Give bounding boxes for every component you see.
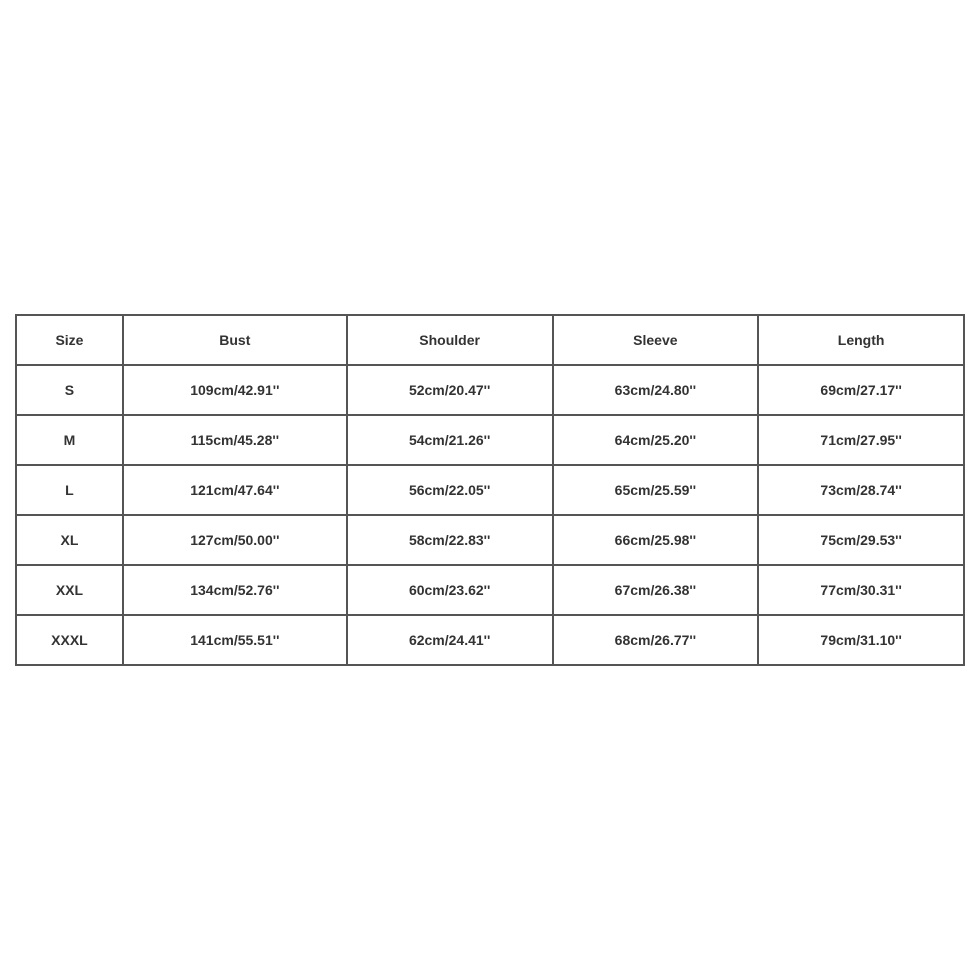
shoulder-cell: 54cm/21.26'' <box>347 415 553 465</box>
header-shoulder: Shoulder <box>347 315 553 365</box>
size-chart-table <box>15 314 965 666</box>
header-size: Size <box>16 315 123 365</box>
length-cell: 73cm/28.74'' <box>758 465 964 515</box>
size-cell: XL <box>16 515 123 565</box>
shoulder-cell: 56cm/22.05'' <box>347 465 553 515</box>
sleeve-cell: 68cm/26.77'' <box>553 615 759 665</box>
bust-cell: 134cm/52.76'' <box>123 565 347 615</box>
shoulder-cell: 52cm/20.47'' <box>347 365 553 415</box>
table-row <box>16 465 964 515</box>
shoulder-cell: 60cm/23.62'' <box>347 565 553 615</box>
table-row <box>16 515 964 565</box>
length-cell: 79cm/31.10'' <box>758 615 964 665</box>
header-bust: Bust <box>123 315 347 365</box>
bust-cell: 109cm/42.91'' <box>123 365 347 415</box>
table-row <box>16 365 964 415</box>
length-cell: 77cm/30.31'' <box>758 565 964 615</box>
length-cell: 75cm/29.53'' <box>758 515 964 565</box>
table-row <box>16 415 964 465</box>
size-cell: L <box>16 465 123 515</box>
sleeve-cell: 64cm/25.20'' <box>553 415 759 465</box>
header-row <box>16 315 964 365</box>
bust-cell: 141cm/55.51'' <box>123 615 347 665</box>
shoulder-cell: 58cm/22.83'' <box>347 515 553 565</box>
length-cell: 71cm/27.95'' <box>758 415 964 465</box>
header-sleeve: Sleeve <box>553 315 759 365</box>
shoulder-cell: 62cm/24.41'' <box>347 615 553 665</box>
bust-cell: 121cm/47.64'' <box>123 465 347 515</box>
table-row <box>16 615 964 665</box>
size-cell: XXXL <box>16 615 123 665</box>
length-cell: 69cm/27.17'' <box>758 365 964 415</box>
sleeve-cell: 66cm/25.98'' <box>553 515 759 565</box>
header-length: Length <box>758 315 964 365</box>
bust-cell: 127cm/50.00'' <box>123 515 347 565</box>
sleeve-cell: 67cm/26.38'' <box>553 565 759 615</box>
size-cell: XXL <box>16 565 123 615</box>
table-row <box>16 565 964 615</box>
sleeve-cell: 65cm/25.59'' <box>553 465 759 515</box>
size-cell: S <box>16 365 123 415</box>
bust-cell: 115cm/45.28'' <box>123 415 347 465</box>
sleeve-cell: 63cm/24.80'' <box>553 365 759 415</box>
size-cell: M <box>16 415 123 465</box>
